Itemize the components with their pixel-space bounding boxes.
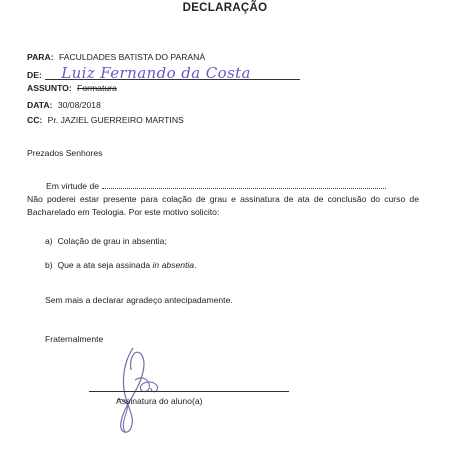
signature-line [89, 391, 289, 392]
cc-value: Pr. JAZIEL GUERREIRO MARTINS [47, 115, 184, 125]
handwritten-signature [95, 340, 175, 440]
list-marker: a) [45, 236, 53, 246]
para-value: FACULDADES BATISTA DO PARANÁ [58, 52, 206, 62]
assunto-value: Formatura [77, 83, 117, 93]
assunto-label: ASSUNTO: [27, 83, 72, 93]
list-item-a [45, 236, 167, 246]
signature-label: Assinatura do aluno(a) [116, 396, 203, 406]
de-label: DE: [27, 70, 42, 80]
de-underline [45, 79, 300, 80]
list-item-suffix: . [194, 260, 197, 270]
document-title: DECLARAÇÃO [182, 2, 268, 14]
salutation: Prezados Senhores [27, 148, 103, 158]
header-data [27, 100, 101, 110]
para-label: PARA: [27, 52, 54, 62]
sign-off: Fraternalmente [45, 334, 104, 344]
header-cc [27, 115, 184, 125]
closing-line: Sem mais a declarar agradeço antecipadamente. [45, 295, 233, 305]
blank-dotted-line [102, 181, 386, 189]
list-item-emphasis: in absentia [152, 260, 195, 270]
cc-label: CC: [27, 115, 43, 125]
list-item-b [45, 260, 196, 270]
de-handwritten-name: Luiz Fernando da Costa [61, 64, 251, 82]
header-para [27, 52, 205, 62]
data-label: DATA: [27, 100, 53, 110]
header-assunto [27, 83, 117, 93]
intro-paragraph: Não poderei estar presente para colação de grau e assinatura de ata de conclusão do curso de Bacharelado em Teologia. Por este motivo solicito: [27, 194, 419, 217]
data-value: 30/08/2018 [57, 100, 101, 110]
list-marker: b) [45, 260, 53, 270]
list-item-text: Que a ata seja assinada [57, 260, 153, 270]
intro-prefix: Em virtude de [46, 181, 100, 191]
intro-line [46, 181, 386, 191]
list-item-text: Colação de grau in absentia; [57, 236, 167, 246]
